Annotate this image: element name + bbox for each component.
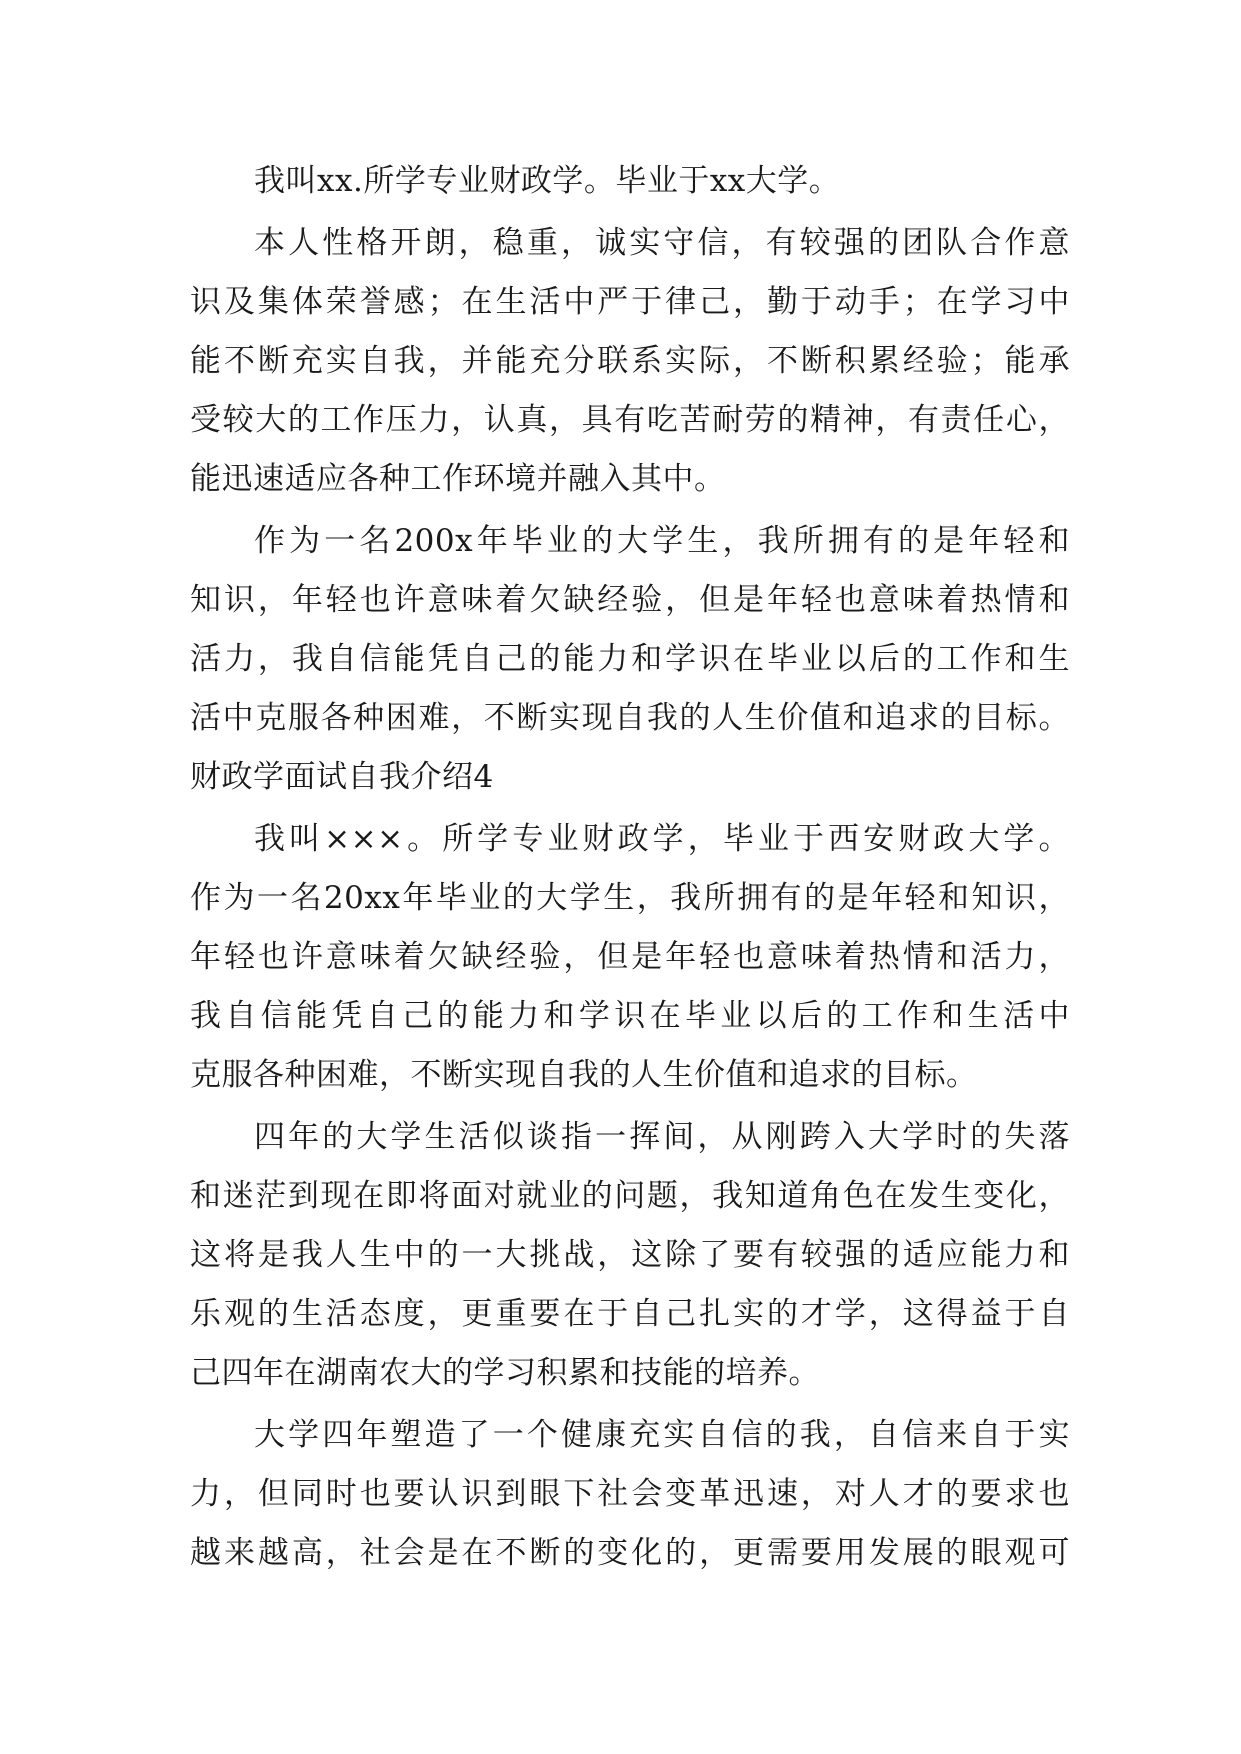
paragraph-6-line-1: 大学四年塑造了一个健康充实自信的我，自信来自于实 <box>254 1417 1070 1453</box>
paragraph-4-line-4: 我自信能凭自己的能力和学识在毕业以后的工作和生活中 <box>190 998 1070 1034</box>
paragraph-1-line-1: 我叫xx.所学专业财政学。毕业于xx大学。 <box>254 163 841 199</box>
paragraph-5-line-4: 乐观的生活态度，更重要在于自己扎实的才学，这得益于自 <box>190 1296 1070 1332</box>
paragraph-4-line-3: 年轻也许意味着欠缺经验，但是年轻也意味着热情和活力， <box>190 939 1070 975</box>
paragraph-5-line-1: 四年的大学生活似谈指一挥间，从刚跨入大学时的失落 <box>254 1119 1070 1155</box>
paragraph-4-line-1: 我叫×××。所学专业财政学，毕业于西安财政大学。 <box>254 821 1070 857</box>
paragraph-2-line-1: 本人性格开朗，稳重，诚实守信，有较强的团队合作意 <box>254 225 1070 261</box>
paragraph-3-line-4: 活中克服各种困难，不断实现自我的人生价值和追求的目标。 <box>190 700 1070 736</box>
paragraph-6-line-3: 越来越高，社会是在不断的变化的，更需要用发展的眼观可 <box>190 1535 1070 1571</box>
section-heading: 财政学面试自我介绍4 <box>190 759 494 795</box>
paragraph-2-line-2: 识及集体荣誉感；在生活中严于律己，勤于动手；在学习中 <box>190 284 1070 320</box>
paragraph-6-line-2: 力，但同时也要认识到眼下社会变革迅速，对人才的要求也 <box>190 1476 1070 1512</box>
paragraph-2-line-4: 受较大的工作压力，认真，具有吃苦耐劳的精神，有责任心， <box>190 402 1070 438</box>
paragraph-2-line-3: 能不断充实自我，并能充分联系实际，不断积累经验；能承 <box>190 343 1070 379</box>
paragraph-3-line-2: 知识，年轻也许意味着欠缺经验，但是年轻也意味着热情和 <box>190 582 1070 618</box>
paragraph-2-line-5: 能迅速适应各种工作环境并融入其中。 <box>190 461 726 497</box>
paragraph-5-line-3: 这将是我人生中的一大挑战，这除了要有较强的适应能力和 <box>190 1237 1070 1273</box>
paragraph-4-line-5: 克服各种困难，不断实现自我的人生价值和追求的目标。 <box>190 1057 978 1093</box>
paragraph-3-line-3: 活力，我自信能凭自己的能力和学识在毕业以后的工作和生 <box>190 641 1070 677</box>
paragraph-3-line-1: 作为一名200x年毕业的大学生，我所拥有的是年轻和 <box>254 523 1070 559</box>
paragraph-5-line-2: 和迷茫到现在即将面对就业的问题，我知道角色在发生变化， <box>190 1178 1070 1214</box>
paragraph-4-line-2: 作为一名20xx年毕业的大学生，我所拥有的是年轻和知识， <box>190 880 1070 916</box>
paragraph-5-line-5: 己四年在湖南农大的学习积累和技能的培养。 <box>190 1355 820 1391</box>
